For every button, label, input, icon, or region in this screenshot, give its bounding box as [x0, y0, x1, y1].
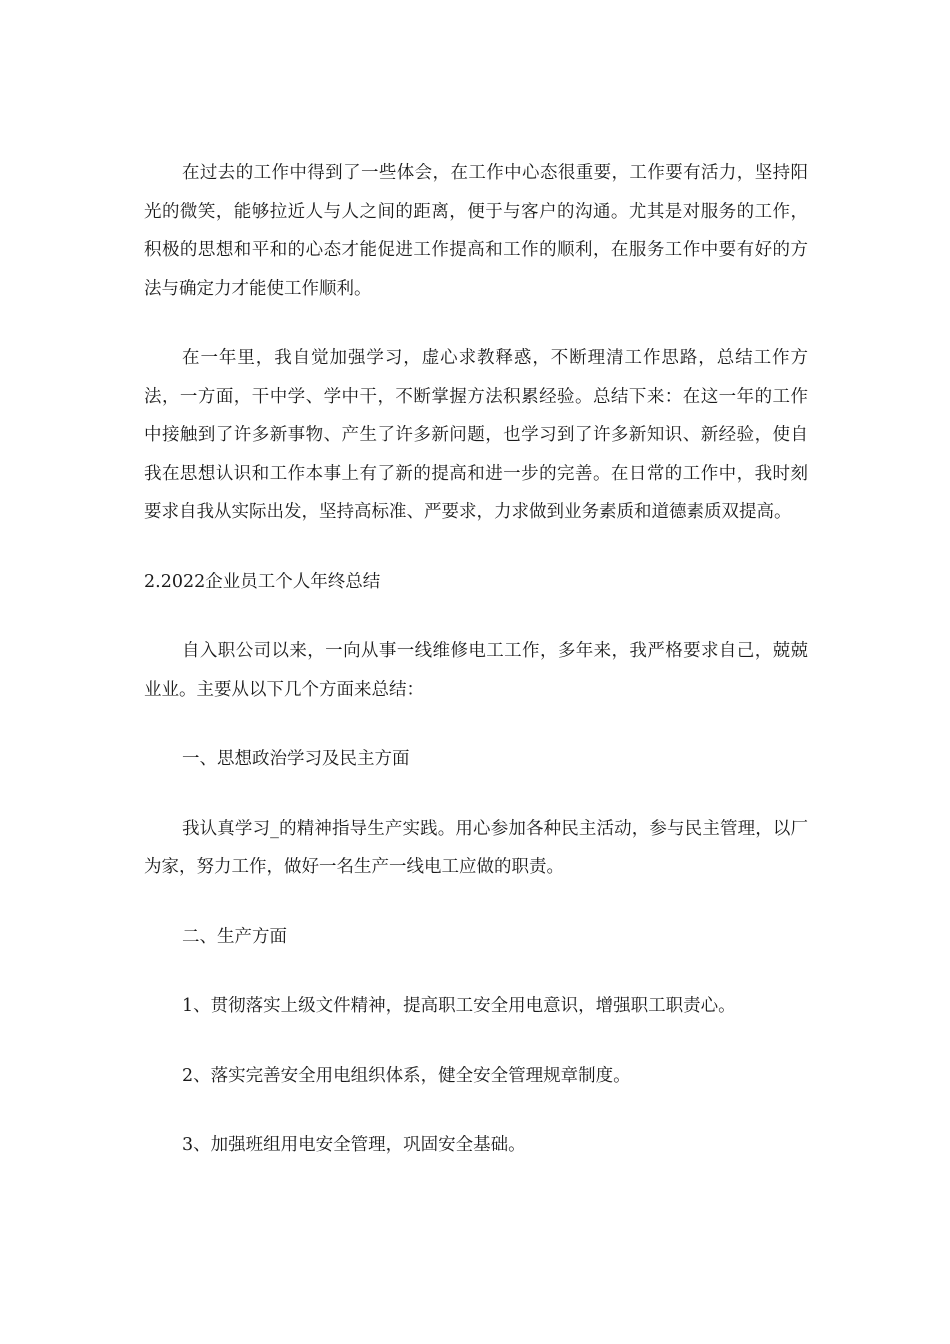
document-body [144, 154, 808, 1165]
paragraph-gap [144, 1095, 808, 1126]
paragraph-gap [144, 887, 808, 918]
paragraph-gap [144, 956, 808, 987]
paragraph-intro: 自入职公司以来，一向从事一线维修电工工作，多年来，我严格要求自己，兢兢业业。主要从以下几个方面来总结： [144, 641, 808, 700]
paragraph-gap [144, 709, 808, 740]
section-heading: 2.2022企业员工个人年终总结 [144, 571, 381, 592]
paragraph-gap [144, 1026, 808, 1057]
subheading-political-study: 一、思想政治学习及民主方面 [182, 749, 410, 769]
paragraph-gap [144, 779, 808, 810]
list-item: 1、贯彻落实上级文件精神，提高职工安全用电意识，增强职工职责心。 [182, 996, 736, 1016]
paragraph-gap [144, 601, 808, 632]
subheading-production: 二、生产方面 [182, 926, 287, 947]
paragraph-political-study: 我认真学习_的精神指导生产实践。用心参加各种民主活动，参与民主管理，以厂为家，努力工作，做好一名生产一线电工应做的职责。 [144, 818, 808, 877]
paragraph-work-experience: 在过去的工作中得到了一些体会，在工作中心态很重要，工作要有活力，坚持阳光的微笑，能够拉近人与人之间的距离，便于与客户的沟通。尤其是对服务的工作，积极的思想和平和的心态才能促进工作提高和工作的顺利，在服务工作中要有好的方法与确定力才能使工作顺利。 [144, 163, 808, 299]
list-item: 3、加强班组用电安全管理，巩固安全基础。 [182, 1135, 526, 1155]
paragraph-gap [144, 532, 808, 563]
paragraph-yearly-study: 在一年里，我自觉加强学习，虚心求教释惑，不断理清工作思路，总结工作方法，一方面，干中学、学中干，不断掌握方法积累经验。总结下来：在这一年的工作中接触到了许多新事物、产生了许多新问题，也学习到了许多新知识、新经验，使自我在思想认识和工作本事上有了新的提高和进一步的完善。在日常的工作中，我时刻要求自我从实际出发，坚持高标准、严要求，力求做到业务素质和道德素质双提高。 [144, 348, 808, 522]
list-item: 2、落实完善安全用电组织体系，健全安全管理规章制度。 [182, 1065, 631, 1086]
paragraph-gap [144, 308, 808, 339]
